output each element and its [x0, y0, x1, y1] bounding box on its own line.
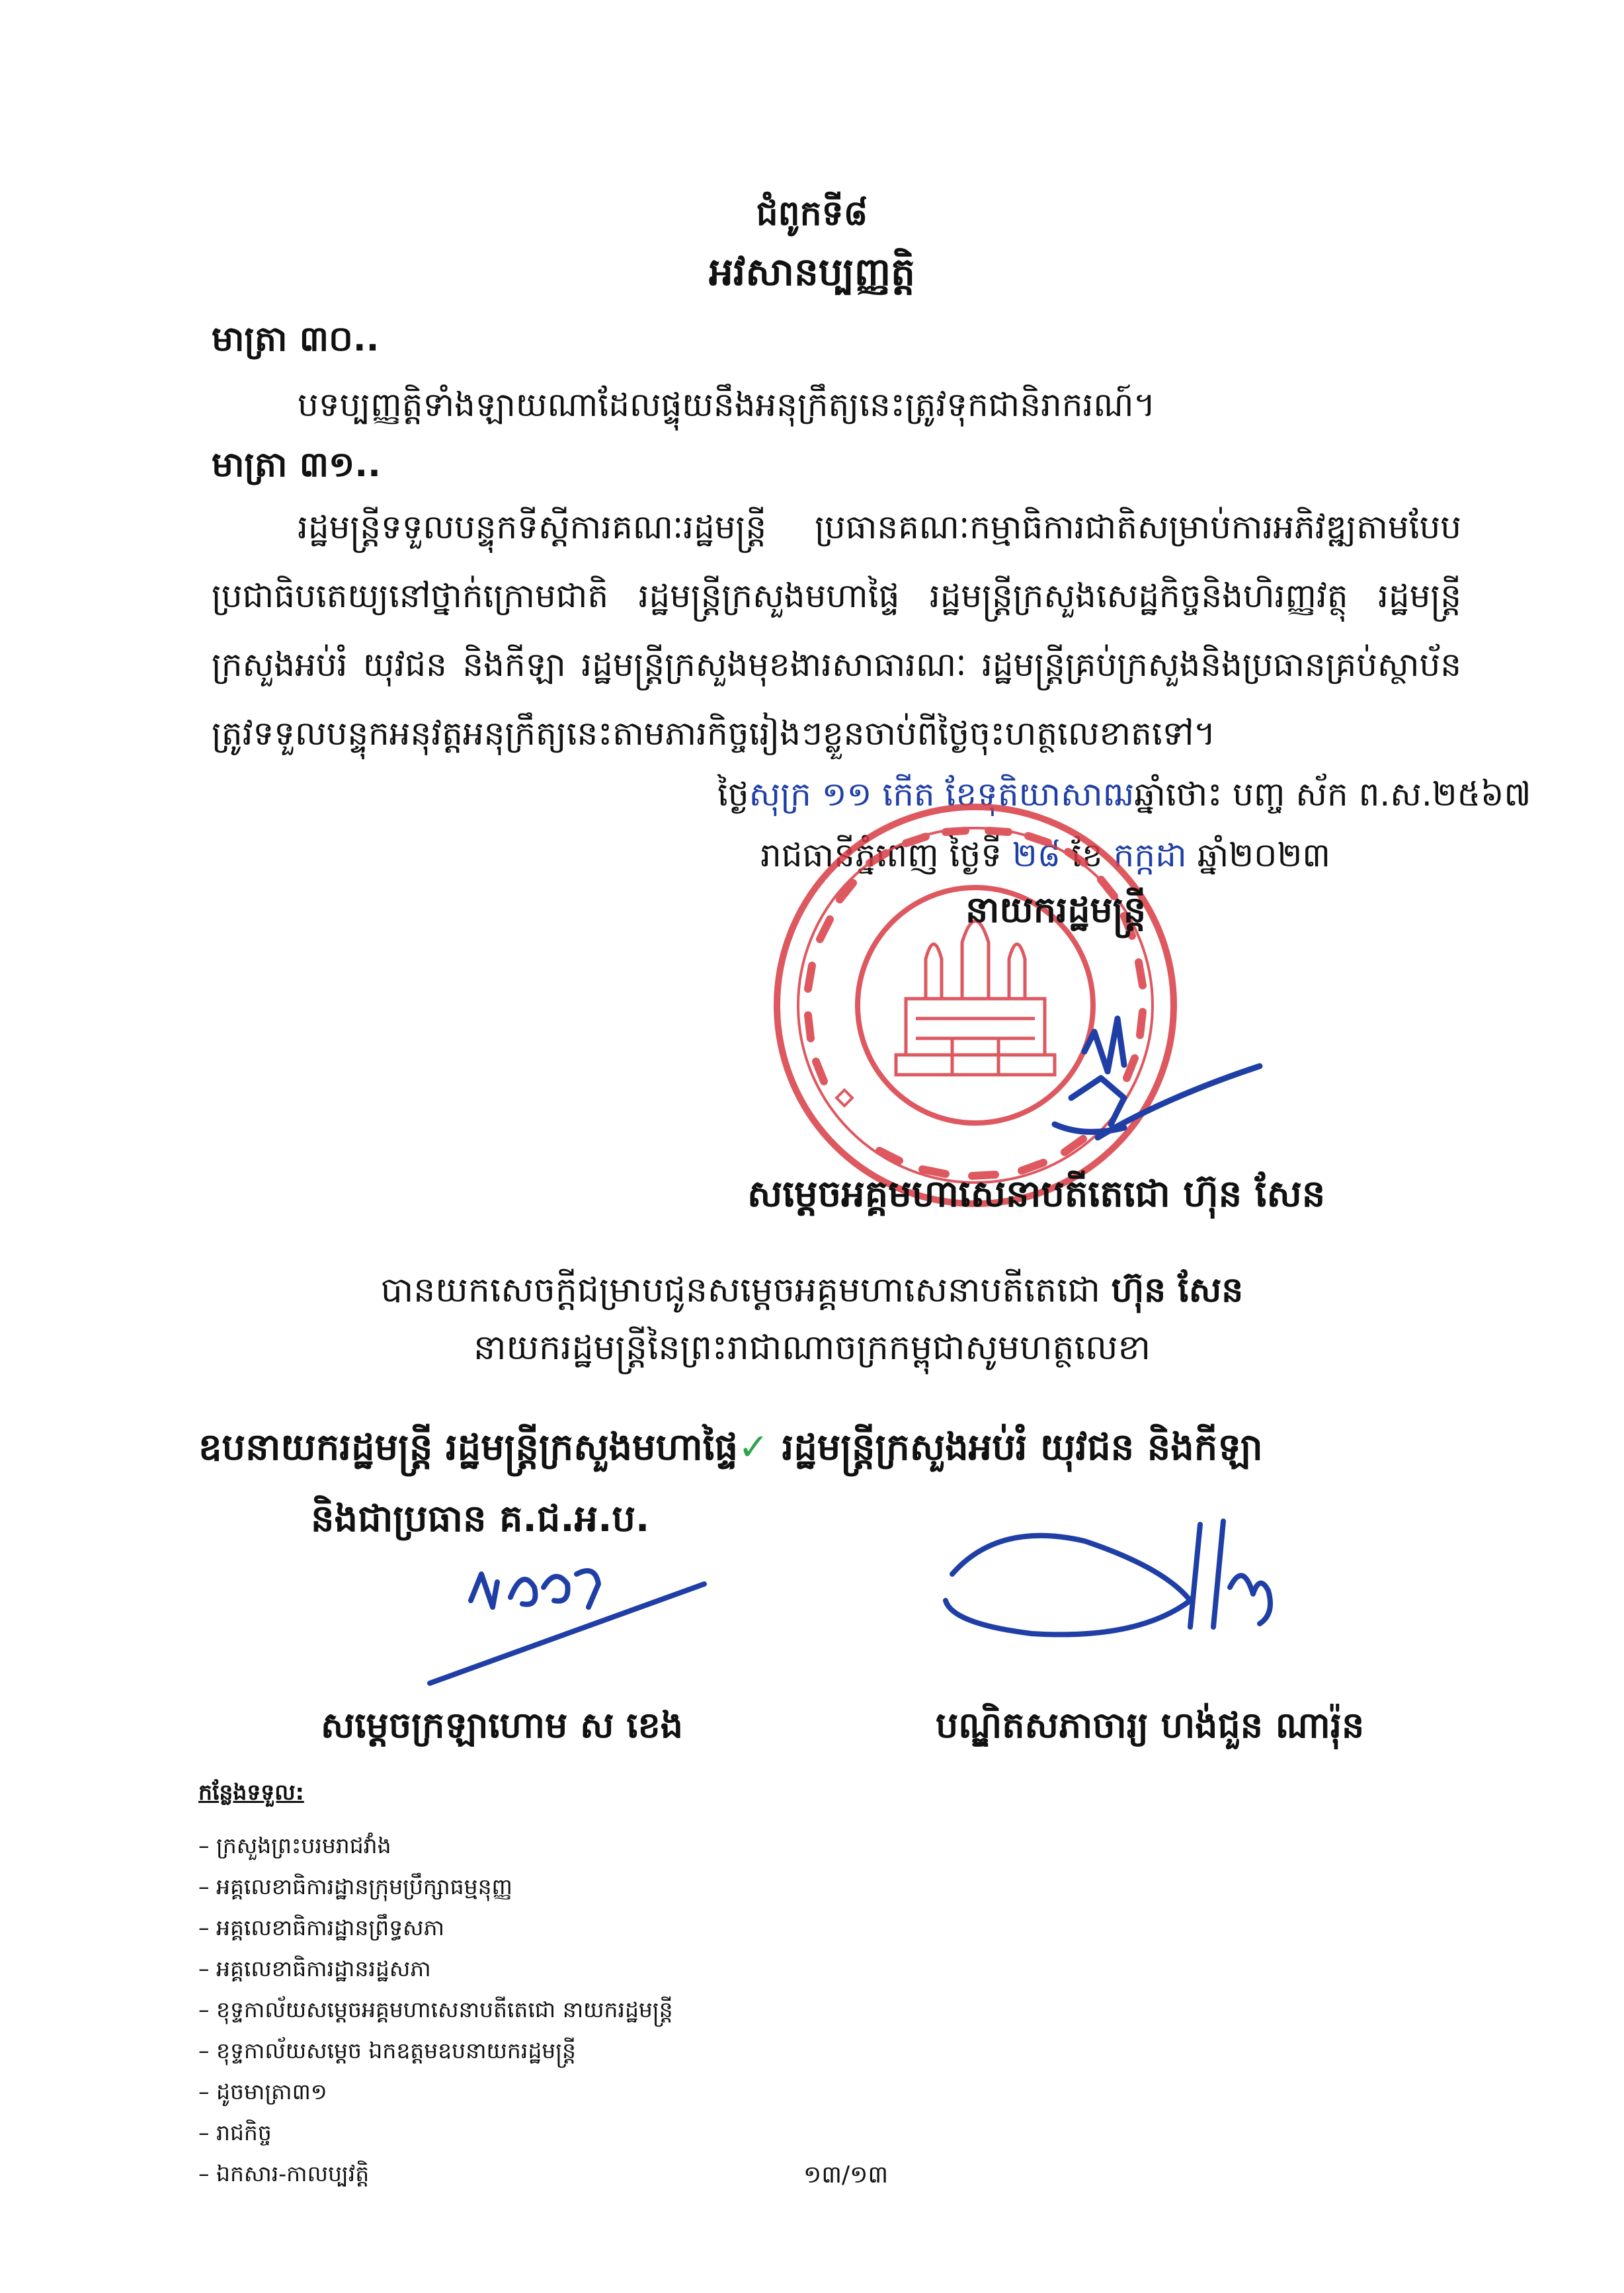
lunar-date-prefix: ថ្ងៃ	[717, 775, 749, 813]
recipients-title: កន្លែងទទួល:	[198, 1779, 304, 1805]
recipient-item: – ឯកសារ-កាលប្បវត្តិ	[198, 2153, 673, 2194]
left-deputy-title-line1: ឧបនាយករដ្ឋមន្ត្រី រដ្ឋមន្ត្រីក្រសួងមហាផ្ទៃ	[198, 1426, 739, 1469]
report-line-1-prefix: បានយកសេចក្តីជម្រាបជូនសម្តេចអគ្គមហាសេនាបតីតេជោ	[380, 1271, 1101, 1310]
article-30-text: បទប្បញ្ញត្តិទាំងឡាយណាដែលផ្ទុយនឹងអនុក្រឹត្យនេះត្រូវទុកជានិរាករណ៍។	[298, 386, 1156, 424]
right-deputy-title: រដ្ឋមន្ត្រីក្រសួងអប់រំ យុវជន និងកីឡា	[782, 1426, 1263, 1469]
page-number: ១៣/១៣	[803, 2161, 889, 2189]
recipient-item: – រាជកិច្ច	[198, 2112, 673, 2153]
recipients-list	[198, 1825, 673, 2194]
recipient-item: – ខុទ្ទកាល័យសម្តេចអគ្គមហាសេនាបតីតេជោ នាយករដ្ឋមន្ត្រី	[198, 1989, 673, 2030]
recipients-block	[198, 1779, 673, 2194]
recipient-item: – អគ្គលេខាធិការដ្ឋានព្រឹទ្ធសភា	[198, 1907, 673, 1948]
royal-seal-icon	[777, 807, 1174, 1204]
report-line-1	[0, 1269, 1624, 1319]
deputies-titles	[198, 1412, 1461, 1483]
right-deputy-name: បណ្ឌិតសភាចារ្យ ហង់ជួន ណារ៉ុន	[936, 1704, 1365, 1746]
lunar-date-suffix: ឆ្នាំថោះ បញ្ច ស័ក ព.ស.២៥៦៧	[1134, 775, 1531, 813]
article-31-title: មាត្រា ៣១..	[212, 445, 381, 485]
lunar-date-fill: សុក្រ ១១ កើត ខែទុតិយាសាឍ	[749, 775, 1135, 813]
check-mark-icon: ✓	[738, 1426, 769, 1469]
left-deputy-title-line2: និងជាប្រធាន គ.ជ.អ.ប.	[311, 1497, 650, 1540]
report-line-1-name: ហ៊ុន សែន	[1111, 1271, 1244, 1310]
left-deputy-signature-icon	[430, 1571, 704, 1683]
month-fill: កក្កដា	[1113, 836, 1187, 874]
article-30-title: មាត្រា ៣០..	[212, 319, 380, 359]
day-fill: ២៨	[1012, 836, 1061, 874]
pm-title: នាយករដ្ឋមន្ត្រី	[965, 889, 1147, 931]
pm-name: សម្តេចអគ្គមហាសេនាបតីតេជោ ហ៊ុន សែន	[747, 1173, 1326, 1216]
report-line-2: នាយករដ្ឋមន្ត្រីនៃព្រះរាជាណាចក្រកម្ពុជាសូមហត្ថលេខា	[473, 1328, 1151, 1368]
recipient-item: – ក្រសួងព្រះបរមរាជវាំង	[198, 1825, 673, 1866]
recipient-item: – ដូចមាត្រា៣១	[198, 2071, 673, 2112]
article-31-text: រដ្ឋមន្ត្រីទទួលបន្ទុកទីស្តីការគណៈរដ្ឋមន្ត្រី ប្រធានគណៈកម្មាធិការជាតិសម្រាប់ការអភិវឌ្ឍតាមបែបប្រជាធិបតេយ្យនៅថ្នាក់ក្រោមជាតិ រដ្ឋមន្ត្រីក្រសួងមហាផ្ទៃ រដ្ឋមន្ត្រីក្រសួងសេដ្ឋកិច្ចនិងហិរញ្ញវត្ថុ រដ្ឋមន្ត្រីក្រសួងអប់រំ យុវជន និងកីឡា រដ្ឋមន្ត្រីក្រសួងមុខងារសាធារណៈ រដ្ឋមន្ត្រីគ្រប់ក្រសួងនិងប្រធានគ្រប់ស្ថាប័ន ត្រូវទទួលបន្ទុកអនុវត្តអនុក្រឹត្យនេះតាមភារកិច្ចរៀងៗខ្លួនចាប់ពីថ្ងៃចុះហត្ថលេខាតទៅ។	[212, 508, 1461, 753]
recipient-item: – ខុទ្ទកាល័យសម្តេច ឯកឧត្តមឧបនាយករដ្ឋមន្ត្រី	[198, 2030, 673, 2071]
right-deputy-signature-icon	[946, 1521, 1270, 1634]
recipient-item: – អគ្គលេខាធិការដ្ឋានក្រុមប្រឹក្សាធម្មនុញ្ញ	[198, 1866, 673, 1907]
recipient-item: – អគ្គលេខាធិការដ្ឋានរដ្ឋសភា	[198, 1948, 673, 1989]
chapter-subtitle: អវសានប្បញ្ញត្តិ	[709, 249, 915, 294]
left-deputy-name: សម្តេចក្រឡាហោម ស ខេង	[321, 1704, 684, 1746]
place-date-prefix: រាជធានីភ្នំពេញ ថ្ងៃទី	[760, 836, 1002, 874]
year: ឆ្នាំ២០២៣	[1197, 836, 1331, 874]
chapter-title: ជំពូកទី៨	[756, 194, 868, 233]
month-prefix: ខែ	[1071, 836, 1103, 874]
